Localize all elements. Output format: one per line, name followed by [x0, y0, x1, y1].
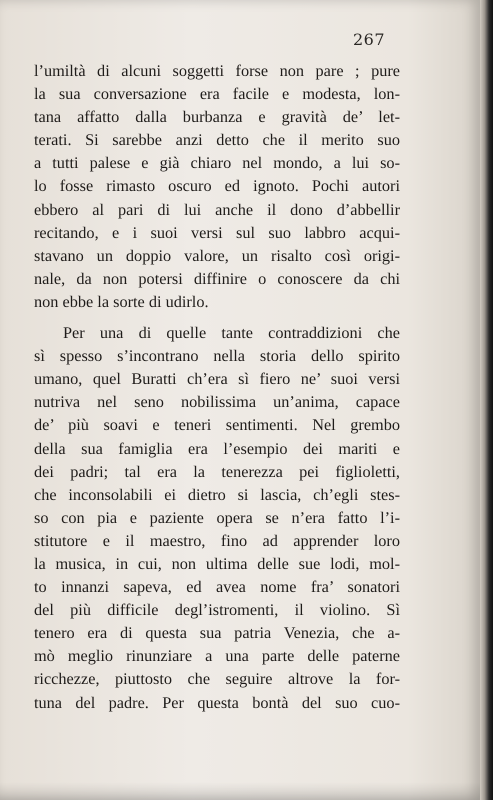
text-line: la sua conversazione era facile e modesta, lon-: [34, 84, 400, 104]
paragraph-gap: [34, 313, 400, 321]
text-line: stitutore e il maestro, fino ad apprender loro: [34, 530, 400, 550]
book-gutter-edge: [480, 0, 493, 800]
text-line: nale, da non potersi diffinire o conoscere da chi: [34, 268, 400, 288]
paragraph-2: [34, 321, 400, 714]
text-line: ebbero al pari di lui anche il dono d’abbellir: [34, 199, 400, 219]
text-line: tuna del padre. Per questa bontà del suo cuo-: [34, 692, 400, 712]
text-line: tana affatto dalla burbanza e gravità de’ let-: [34, 107, 400, 127]
text-line: non ebbe la sorte di udirlo.: [34, 291, 209, 311]
text-line: dei padri; tal era la tenerezza pei figlioletti,: [34, 461, 400, 481]
page-number: 267: [353, 30, 386, 49]
text-line: l’umiltà di alcuni soggetti forse non pare ; pure: [34, 61, 400, 80]
text-line: della sua famiglia era l’esempio dei mariti e: [34, 438, 400, 458]
text-line: tenero era di questa sua patria Venezia, che a-: [34, 623, 400, 643]
text-line: de’ più soavi e teneri sentimenti. Nel grembo: [34, 415, 400, 435]
text-line: che inconsolabili ei dietro si lascia, ch’egli stes-: [34, 484, 400, 504]
text-line: la musica, in cui, non ultima delle sue lodi, mol-: [34, 553, 400, 573]
text-line: lo fosse rimasto oscuro ed ignoto. Pochi autori: [34, 176, 400, 196]
body-text: [34, 59, 400, 714]
text-line: so con pia e paziente opera se n’era fatto l’i-: [34, 507, 400, 527]
text-line: del più difficile degl’istromenti, il violino. Sì: [34, 600, 400, 620]
text-line: nutriva nel seno nobilissima un’anima, capace: [34, 392, 400, 412]
text-line: sì spesso s’incontrano nella storia dello spirito: [34, 346, 400, 366]
paragraph-1: [34, 59, 400, 313]
text-line: Per una di quelle tante contraddizioni che: [63, 323, 400, 343]
text-line: ricchezze, piuttosto che seguire altrove la for-: [34, 669, 400, 689]
text-line: mò meglio rinunziare a una parte delle paterne: [34, 646, 400, 666]
text-line: to innanzi sapeva, ed avea nome fra’ sonatori: [34, 577, 400, 597]
text-line: umano, quel Buratti ch’era sì fiero ne’ suoi versi: [34, 369, 400, 389]
page-bottom-shadow: [0, 782, 480, 800]
text-line: terati. Si sarebbe anzi detto che il merito suo: [34, 130, 400, 150]
text-line: stavano un doppio valore, un risalto così origi-: [34, 245, 400, 265]
text-line: a tutti palese e già chiaro nel mondo, a lui so-: [34, 153, 400, 173]
text-line: recitando, e i suoi versi sul suo labbro acqui-: [34, 222, 400, 242]
